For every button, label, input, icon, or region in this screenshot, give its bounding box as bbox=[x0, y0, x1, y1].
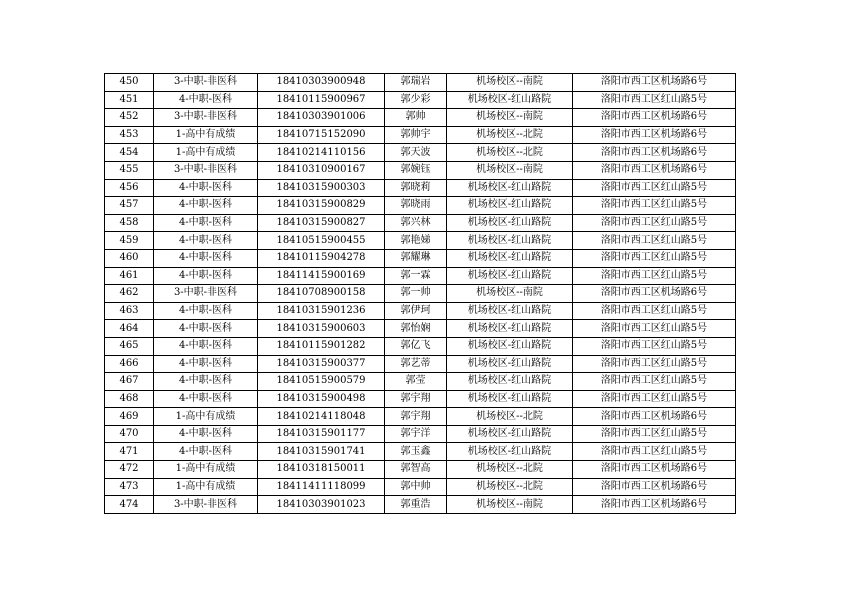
campus-cell: 机场校区-红山路院 bbox=[447, 214, 573, 232]
row-number-cell: 460 bbox=[105, 249, 154, 267]
enrollment-type-cell: 1-高中有成绩 bbox=[154, 126, 258, 144]
student-name-cell: 郭宇翔 bbox=[385, 408, 447, 426]
table-row bbox=[105, 461, 736, 479]
campus-cell: 机场校区--北院 bbox=[447, 461, 573, 479]
row-number-cell: 459 bbox=[105, 232, 154, 250]
student-name-cell: 郭兴林 bbox=[385, 214, 447, 232]
table-row bbox=[105, 443, 736, 461]
student-table bbox=[104, 73, 736, 514]
exam-id-cell: 18410708900158 bbox=[258, 285, 385, 303]
address-cell: 洛阳市西工区机场路6号 bbox=[573, 496, 736, 514]
exam-id-cell: 18410315900827 bbox=[258, 214, 385, 232]
row-number-cell: 465 bbox=[105, 337, 154, 355]
table-row bbox=[105, 249, 736, 267]
row-number-cell: 466 bbox=[105, 355, 154, 373]
row-number-cell: 453 bbox=[105, 126, 154, 144]
enrollment-type-cell: 3-中职-非医科 bbox=[154, 161, 258, 179]
campus-cell: 机场校区-红山路院 bbox=[447, 267, 573, 285]
campus-cell: 机场校区-红山路院 bbox=[447, 390, 573, 408]
enrollment-type-cell: 4-中职-医科 bbox=[154, 390, 258, 408]
enrollment-type-cell: 4-中职-医科 bbox=[154, 302, 258, 320]
enrollment-type-cell: 4-中职-医科 bbox=[154, 232, 258, 250]
enrollment-type-cell: 1-高中有成绩 bbox=[154, 478, 258, 496]
table-row bbox=[105, 425, 736, 443]
address-cell: 洛阳市西工区机场路6号 bbox=[573, 161, 736, 179]
student-name-cell: 郭怡娴 bbox=[385, 320, 447, 338]
table-row bbox=[105, 232, 736, 250]
campus-cell: 机场校区--南院 bbox=[447, 285, 573, 303]
campus-cell: 机场校区-红山路院 bbox=[447, 320, 573, 338]
row-number-cell: 450 bbox=[105, 74, 154, 92]
address-cell: 洛阳市西工区红山路5号 bbox=[573, 320, 736, 338]
table-row bbox=[105, 373, 736, 391]
campus-cell: 机场校区--南院 bbox=[447, 74, 573, 92]
address-cell: 洛阳市西工区红山路5号 bbox=[573, 179, 736, 197]
student-name-cell: 郭莹 bbox=[385, 373, 447, 391]
student-name-cell: 郭艺蒂 bbox=[385, 355, 447, 373]
row-number-cell: 472 bbox=[105, 461, 154, 479]
address-cell: 洛阳市西工区机场路6号 bbox=[573, 461, 736, 479]
address-cell: 洛阳市西工区红山路5号 bbox=[573, 355, 736, 373]
exam-id-cell: 18410315901741 bbox=[258, 443, 385, 461]
exam-id-cell: 18410310900167 bbox=[258, 161, 385, 179]
table-row bbox=[105, 144, 736, 162]
row-number-cell: 474 bbox=[105, 496, 154, 514]
student-name-cell: 郭帅 bbox=[385, 109, 447, 127]
student-name-cell: 郭宇洋 bbox=[385, 425, 447, 443]
table-row bbox=[105, 337, 736, 355]
campus-cell: 机场校区-红山路院 bbox=[447, 249, 573, 267]
exam-id-cell: 18410315900377 bbox=[258, 355, 385, 373]
address-cell: 洛阳市西工区机场路6号 bbox=[573, 109, 736, 127]
exam-id-cell: 18410303901023 bbox=[258, 496, 385, 514]
address-cell: 洛阳市西工区红山路5号 bbox=[573, 373, 736, 391]
row-number-cell: 468 bbox=[105, 390, 154, 408]
exam-id-cell: 18410115904278 bbox=[258, 249, 385, 267]
enrollment-type-cell: 1-高中有成绩 bbox=[154, 461, 258, 479]
table-row bbox=[105, 179, 736, 197]
table-row bbox=[105, 408, 736, 426]
enrollment-type-cell: 4-中职-医科 bbox=[154, 320, 258, 338]
student-name-cell: 郭天波 bbox=[385, 144, 447, 162]
row-number-cell: 463 bbox=[105, 302, 154, 320]
table-row bbox=[105, 126, 736, 144]
campus-cell: 机场校区-红山路院 bbox=[447, 91, 573, 109]
row-number-cell: 461 bbox=[105, 267, 154, 285]
student-name-cell: 郭中帅 bbox=[385, 478, 447, 496]
address-cell: 洛阳市西工区红山路5号 bbox=[573, 267, 736, 285]
campus-cell: 机场校区-红山路院 bbox=[447, 443, 573, 461]
campus-cell: 机场校区--北院 bbox=[447, 144, 573, 162]
exam-id-cell: 18410115901282 bbox=[258, 337, 385, 355]
student-name-cell: 郭瑞岩 bbox=[385, 74, 447, 92]
row-number-cell: 462 bbox=[105, 285, 154, 303]
campus-cell: 机场校区--南院 bbox=[447, 109, 573, 127]
address-cell: 洛阳市西工区红山路5号 bbox=[573, 337, 736, 355]
table-row bbox=[105, 355, 736, 373]
address-cell: 洛阳市西工区机场路6号 bbox=[573, 74, 736, 92]
student-name-cell: 郭伊珂 bbox=[385, 302, 447, 320]
row-number-cell: 456 bbox=[105, 179, 154, 197]
address-cell: 洛阳市西工区红山路5号 bbox=[573, 197, 736, 215]
exam-id-cell: 18410315900303 bbox=[258, 179, 385, 197]
address-cell: 洛阳市西工区机场路6号 bbox=[573, 144, 736, 162]
address-cell: 洛阳市西工区机场路6号 bbox=[573, 285, 736, 303]
student-name-cell: 郭智高 bbox=[385, 461, 447, 479]
table-row bbox=[105, 390, 736, 408]
table-row bbox=[105, 320, 736, 338]
exam-id-cell: 18410303900948 bbox=[258, 74, 385, 92]
exam-id-cell: 18410115900967 bbox=[258, 91, 385, 109]
campus-cell: 机场校区--北院 bbox=[447, 408, 573, 426]
student-name-cell: 郭一霖 bbox=[385, 267, 447, 285]
exam-id-cell: 18410515900579 bbox=[258, 373, 385, 391]
student-name-cell: 郭耀琳 bbox=[385, 249, 447, 267]
campus-cell: 机场校区--北院 bbox=[447, 126, 573, 144]
exam-id-cell: 18410315901177 bbox=[258, 425, 385, 443]
enrollment-type-cell: 4-中职-医科 bbox=[154, 425, 258, 443]
enrollment-type-cell: 4-中职-医科 bbox=[154, 214, 258, 232]
address-cell: 洛阳市西工区红山路5号 bbox=[573, 390, 736, 408]
campus-cell: 机场校区-红山路院 bbox=[447, 302, 573, 320]
enrollment-type-cell: 4-中职-医科 bbox=[154, 179, 258, 197]
student-name-cell: 郭玉鑫 bbox=[385, 443, 447, 461]
campus-cell: 机场校区-红山路院 bbox=[447, 355, 573, 373]
exam-id-cell: 18410715152090 bbox=[258, 126, 385, 144]
student-name-cell: 郭帅宇 bbox=[385, 126, 447, 144]
student-name-cell: 郭少彩 bbox=[385, 91, 447, 109]
student-name-cell: 郭亿飞 bbox=[385, 337, 447, 355]
exam-id-cell: 18410214118048 bbox=[258, 408, 385, 426]
enrollment-type-cell: 4-中职-医科 bbox=[154, 249, 258, 267]
campus-cell: 机场校区--南院 bbox=[447, 161, 573, 179]
campus-cell: 机场校区-红山路院 bbox=[447, 197, 573, 215]
enrollment-type-cell: 4-中职-医科 bbox=[154, 337, 258, 355]
enrollment-type-cell: 3-中职-非医科 bbox=[154, 285, 258, 303]
address-cell: 洛阳市西工区红山路5号 bbox=[573, 425, 736, 443]
table-row bbox=[105, 267, 736, 285]
row-number-cell: 454 bbox=[105, 144, 154, 162]
row-number-cell: 455 bbox=[105, 161, 154, 179]
campus-cell: 机场校区-红山路院 bbox=[447, 425, 573, 443]
address-cell: 洛阳市西工区机场路6号 bbox=[573, 126, 736, 144]
address-cell: 洛阳市西工区机场路6号 bbox=[573, 478, 736, 496]
enrollment-type-cell: 3-中职-非医科 bbox=[154, 74, 258, 92]
enrollment-type-cell: 1-高中有成绩 bbox=[154, 408, 258, 426]
exam-id-cell: 18410315900498 bbox=[258, 390, 385, 408]
row-number-cell: 469 bbox=[105, 408, 154, 426]
enrollment-type-cell: 1-高中有成绩 bbox=[154, 144, 258, 162]
student-table-body bbox=[105, 74, 736, 514]
student-name-cell: 郭晓雨 bbox=[385, 197, 447, 215]
enrollment-type-cell: 3-中职-非医科 bbox=[154, 109, 258, 127]
campus-cell: 机场校区--北院 bbox=[447, 478, 573, 496]
address-cell: 洛阳市西工区红山路5号 bbox=[573, 214, 736, 232]
table-row bbox=[105, 302, 736, 320]
table-row bbox=[105, 161, 736, 179]
exam-id-cell: 18410303901006 bbox=[258, 109, 385, 127]
row-number-cell: 473 bbox=[105, 478, 154, 496]
exam-id-cell: 18411411118099 bbox=[258, 478, 385, 496]
enrollment-type-cell: 4-中职-医科 bbox=[154, 267, 258, 285]
table-row bbox=[105, 109, 736, 127]
row-number-cell: 452 bbox=[105, 109, 154, 127]
table-row bbox=[105, 285, 736, 303]
exam-id-cell: 18410214110156 bbox=[258, 144, 385, 162]
address-cell: 洛阳市西工区红山路5号 bbox=[573, 232, 736, 250]
address-cell: 洛阳市西工区红山路5号 bbox=[573, 443, 736, 461]
enrollment-type-cell: 4-中职-医科 bbox=[154, 91, 258, 109]
exam-id-cell: 18411415900169 bbox=[258, 267, 385, 285]
exam-id-cell: 18410315900829 bbox=[258, 197, 385, 215]
student-name-cell: 郭艳娣 bbox=[385, 232, 447, 250]
row-number-cell: 470 bbox=[105, 425, 154, 443]
exam-id-cell: 18410515900455 bbox=[258, 232, 385, 250]
campus-cell: 机场校区-红山路院 bbox=[447, 232, 573, 250]
student-name-cell: 郭晓莉 bbox=[385, 179, 447, 197]
exam-id-cell: 18410318150011 bbox=[258, 461, 385, 479]
address-cell: 洛阳市西工区红山路5号 bbox=[573, 249, 736, 267]
row-number-cell: 467 bbox=[105, 373, 154, 391]
row-number-cell: 464 bbox=[105, 320, 154, 338]
table-row bbox=[105, 214, 736, 232]
campus-cell: 机场校区-红山路院 bbox=[447, 337, 573, 355]
enrollment-type-cell: 3-中职-非医科 bbox=[154, 496, 258, 514]
address-cell: 洛阳市西工区红山路5号 bbox=[573, 91, 736, 109]
enrollment-type-cell: 4-中职-医科 bbox=[154, 197, 258, 215]
student-name-cell: 郭一帅 bbox=[385, 285, 447, 303]
student-name-cell: 郭重浩 bbox=[385, 496, 447, 514]
table-row bbox=[105, 496, 736, 514]
row-number-cell: 471 bbox=[105, 443, 154, 461]
table-row bbox=[105, 478, 736, 496]
enrollment-type-cell: 4-中职-医科 bbox=[154, 443, 258, 461]
student-name-cell: 郭婉钰 bbox=[385, 161, 447, 179]
table-row bbox=[105, 197, 736, 215]
table-row bbox=[105, 74, 736, 92]
address-cell: 洛阳市西工区红山路5号 bbox=[573, 302, 736, 320]
exam-id-cell: 18410315901236 bbox=[258, 302, 385, 320]
exam-id-cell: 18410315900603 bbox=[258, 320, 385, 338]
enrollment-type-cell: 4-中职-医科 bbox=[154, 373, 258, 391]
table-row bbox=[105, 91, 736, 109]
campus-cell: 机场校区-红山路院 bbox=[447, 373, 573, 391]
row-number-cell: 458 bbox=[105, 214, 154, 232]
student-name-cell: 郭宇翔 bbox=[385, 390, 447, 408]
enrollment-type-cell: 4-中职-医科 bbox=[154, 355, 258, 373]
address-cell: 洛阳市西工区机场路6号 bbox=[573, 408, 736, 426]
campus-cell: 机场校区-红山路院 bbox=[447, 179, 573, 197]
row-number-cell: 451 bbox=[105, 91, 154, 109]
row-number-cell: 457 bbox=[105, 197, 154, 215]
campus-cell: 机场校区--南院 bbox=[447, 496, 573, 514]
